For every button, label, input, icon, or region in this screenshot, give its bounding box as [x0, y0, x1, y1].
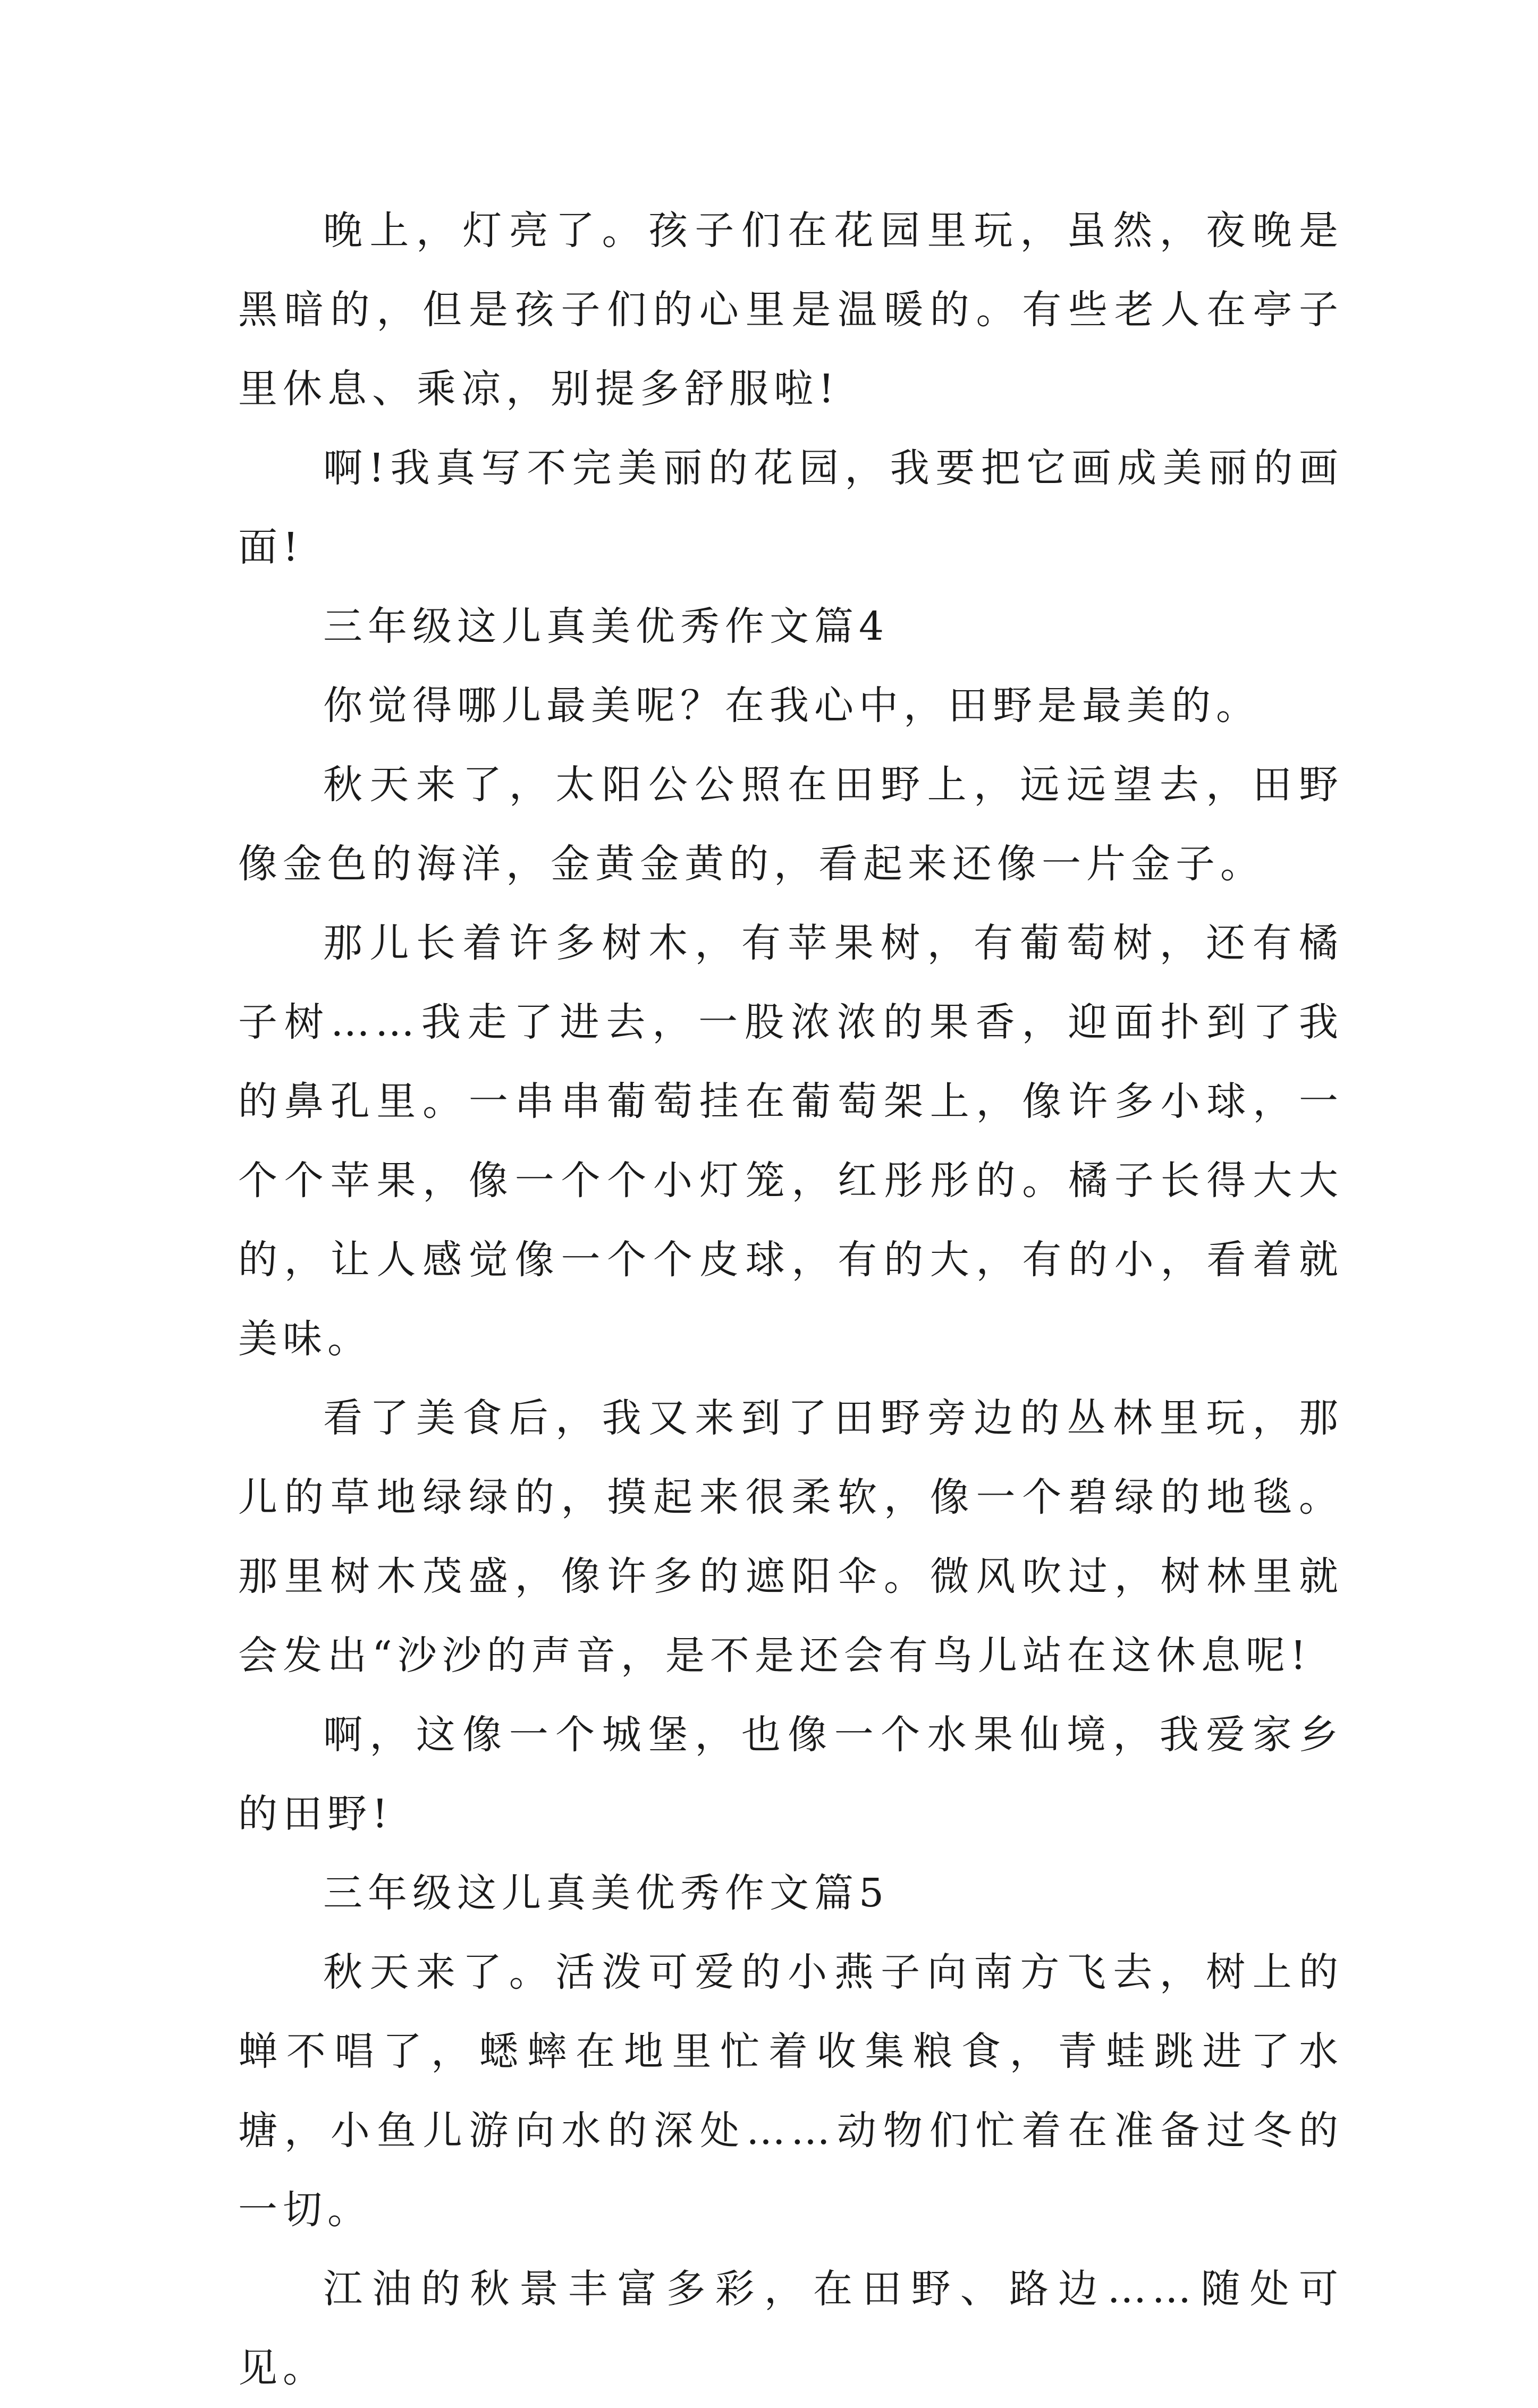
paragraph: 啊!我真写不完美丽的花园，我要把它画成美丽的画面! — [238, 445, 1343, 570]
paragraph: 秋天来了。活泼可爱的小燕子向南方飞去，树上的蝉不唱了，蟋蟀在地里忙着收集粮食，青蛙跳进了水塘，小鱼儿游向水的深处……动物们忙着在准备过冬的一切。 — [238, 1949, 1343, 2233]
paragraph: 秋天来了，太阳公公照在田野上，远远望去，田野像金色的海洋，金黄金黄的，看起来还像一片金子。 — [238, 762, 1343, 887]
document-body — [238, 191, 1343, 2408]
paragraph: 那儿长着许多树木，有苹果树，有葡萄树，还有橘子树……我走了进去，一股浓浓的果香，迎面扑到了我的鼻孔里。一串串葡萄挂在葡萄架上，像许多小球，一个个苹果，像一个个小灯笼，红彤彤的。橘子长得大大的，让人感觉像一个个皮球，有的大，有的小，看着就美味。 — [238, 920, 1343, 1362]
section-heading: 三年级这儿真美优秀作文篇4 — [323, 604, 890, 649]
paragraph: 看了美食后，我又来到了田野旁边的丛林里玩，那儿的草地绿绿的，摸起来很柔软，像一个碧绿的地毯。那里树木茂盛，像许多的遮阳伞。微风吹过，树林里就会发出“沙沙的声音，是不是还会有鸟儿站在这休息呢! — [238, 1395, 1343, 1678]
section-heading: 三年级这儿真美优秀作文篇5 — [323, 1870, 890, 1916]
paragraph: 晚上，灯亮了。孩子们在花园里玩，虽然，夜晚是黑暗的，但是孩子们的心里是温暖的。有些老人在亭子里休息、乘凉，别提多舒服啦! — [238, 208, 1343, 412]
paragraph: 你觉得哪儿最美呢？在我心中，田野是最美的。 — [323, 683, 1261, 728]
paragraph: 江油的秋景丰富多彩，在田野、路边……随处可见。 — [238, 2266, 1343, 2391]
paragraph: 啊，这像一个城堡，也像一个水果仙境，我爱家乡的田野! — [238, 1712, 1343, 1837]
